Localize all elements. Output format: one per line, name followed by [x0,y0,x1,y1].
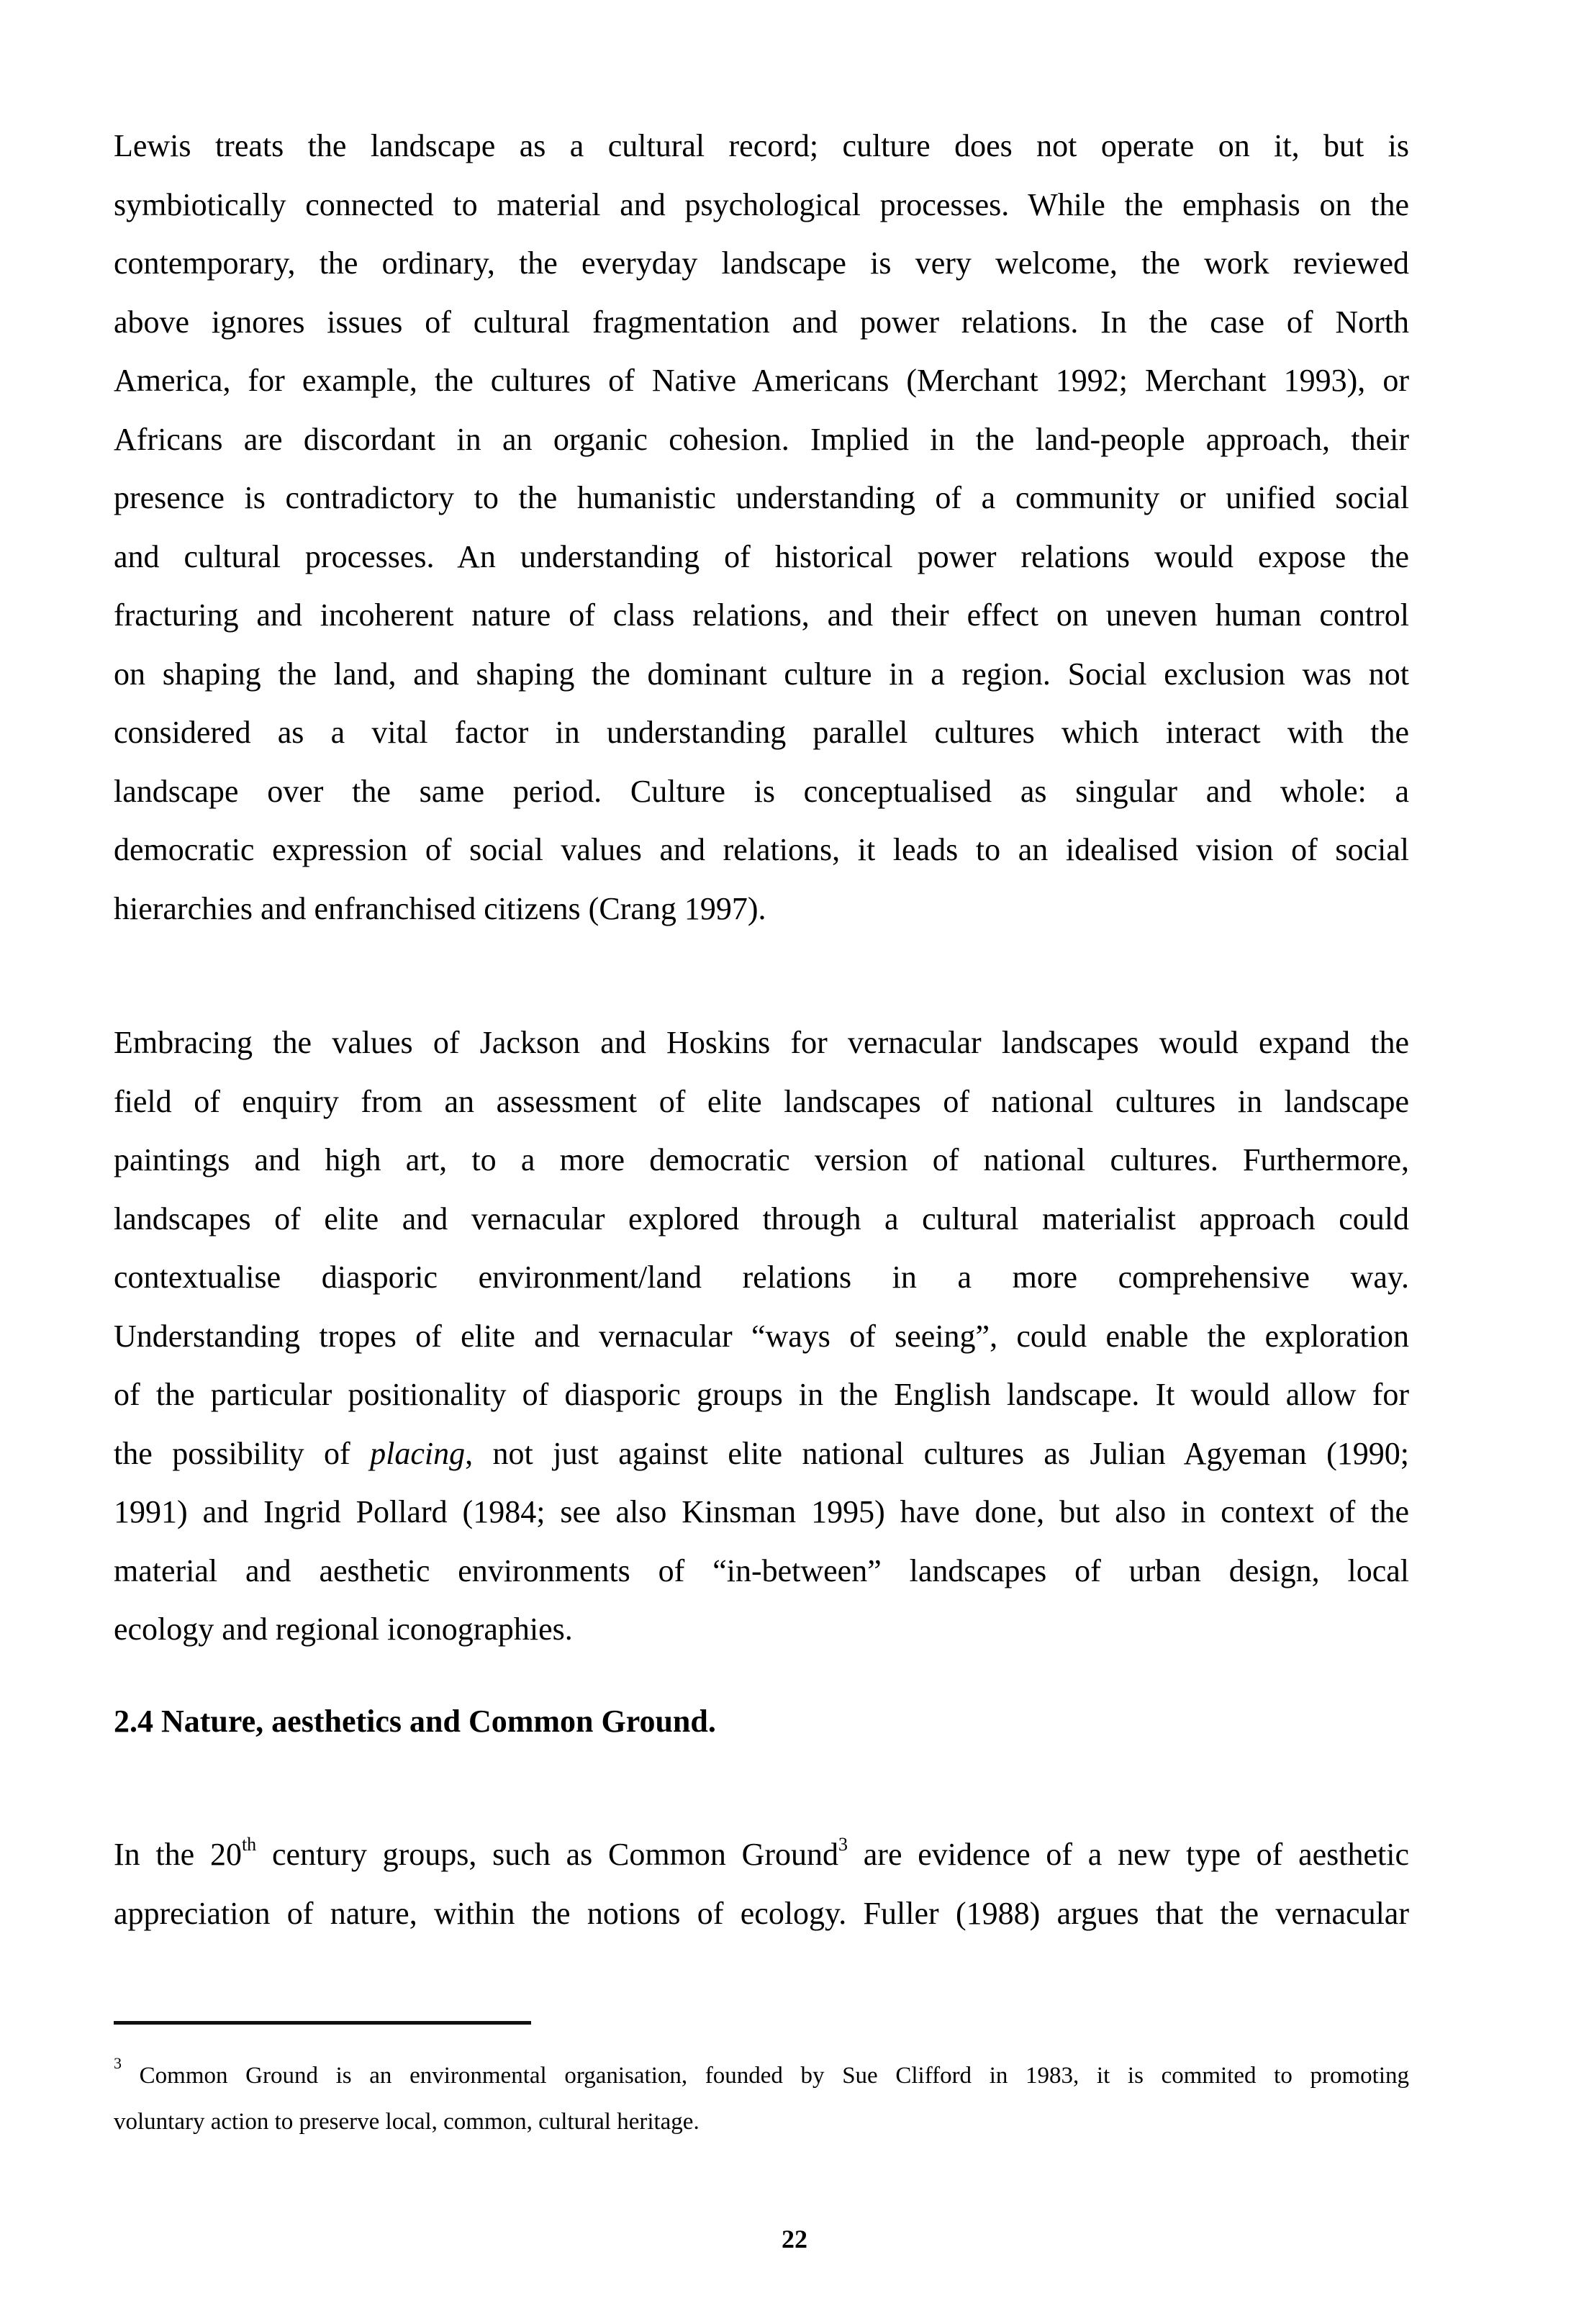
text-line: contemporary, the ordinary, the everyday landscape is very welcome, the work reviewed [114,245,1409,281]
text-line: Understanding tropes of elite and vernacular “ways of seeing”, could enable the exploration [114,1318,1409,1354]
text-line: above ignores issues of cultural fragmentation and power relations. In the case of North [114,304,1409,340]
section-heading: 2.4 Nature, aesthetics and Common Ground. [114,1704,716,1739]
text-line: Lewis treats the landscape as a cultural record; culture does not operate on it, but is [114,128,1409,163]
text-line: considered as a vital factor in understanding parallel cultures which interact with the [114,715,1409,750]
text-line: democratic expression of social values and relations, it leads to an idealised vision of social [114,832,1409,867]
text-line: of the particular positionality of diasporic groups in the English landscape. It would allow for [114,1377,1409,1412]
footnote-separator [114,2021,531,2025]
paragraph-vernacular-landscapes [114,1013,1409,1659]
text-line: In the 20th century groups, such as Common Ground$^3$ are evidence of a new type of aesthetic [114,1834,1409,1872]
text-line: on shaping the land, and shaping the dominant culture in a region. Social exclusion was not [114,656,1409,692]
text-line: Africans are discordant in an organic cohesion. Implied in the land-people approach, their [114,421,1409,457]
text-line: Embracing the values of Jackson and Hoskins for vernacular landscapes would expand the [114,1025,1409,1060]
paragraph-lewis-cultural-record [114,117,1409,938]
text-line: appreciation of nature, within the notions of ecology. Fuller (1988) argues that the vernacular [114,1895,1409,1931]
text-line: fracturing and incoherent nature of class relations, and their effect on uneven human control [114,597,1409,633]
text-line: symbiotically connected to material and psychological processes. While the emphasis on the [114,186,1409,222]
footnote-line: $^3$ Common Ground is an environmental organisation, founded by Sue Clifford in 1983, it is commited to promoting [114,2054,1409,2089]
text-line: presence is contradictory to the humanistic understanding of a community or unified social [114,480,1409,515]
text-line: paintings and high art, to a more democratic version of national cultures. Furthermore, [114,1142,1409,1177]
text-line: contextualise diasporic environment/land relations in a more comprehensive way. [114,1260,1409,1295]
page-number: 22 [782,2225,807,2253]
footnote-reference[interactable]: 3 [838,1834,848,1855]
footnote-line: voluntary action to preserve local, common, cultural heritage. [114,2109,700,2135]
text-line: and cultural processes. An understanding of historical power relations would expose the [114,538,1409,574]
text-line: the possibility of placing, not just against elite national cultures as Julian Agyeman (1990; [114,1435,1410,1471]
text-line: landscapes of elite and vernacular explored through a cultural materialist approach could [114,1201,1409,1236]
footnote [114,2053,1409,2145]
text-line: 1991) and Ingrid Pollard (1984; see also Kinsman 1995) have done, but also in context of the [114,1494,1409,1529]
text-line: field of enquiry from an assessment of elite landscapes of national cultures in landscape [114,1083,1409,1119]
text-line: material and aesthetic environments of “in-between” landscapes of urban design, local [114,1552,1409,1588]
ordinal-superscript: th [241,1834,257,1855]
footnote-marker: 3 [114,2054,122,2072]
text-line: landscape over the same period. Culture is conceptualised as singular and whole: a [114,773,1409,809]
text-line: ecology and regional iconographies. [114,1611,573,1647]
italic-term-placing: placing [370,1435,466,1471]
paragraph-common-ground [114,1825,1409,1943]
text-line: hierarchies and enfranchised citizens (Crang 1997). [114,890,766,926]
text-line: America, for example, the cultures of Native Americans (Merchant 1992; Merchant 1993), or [114,363,1409,398]
